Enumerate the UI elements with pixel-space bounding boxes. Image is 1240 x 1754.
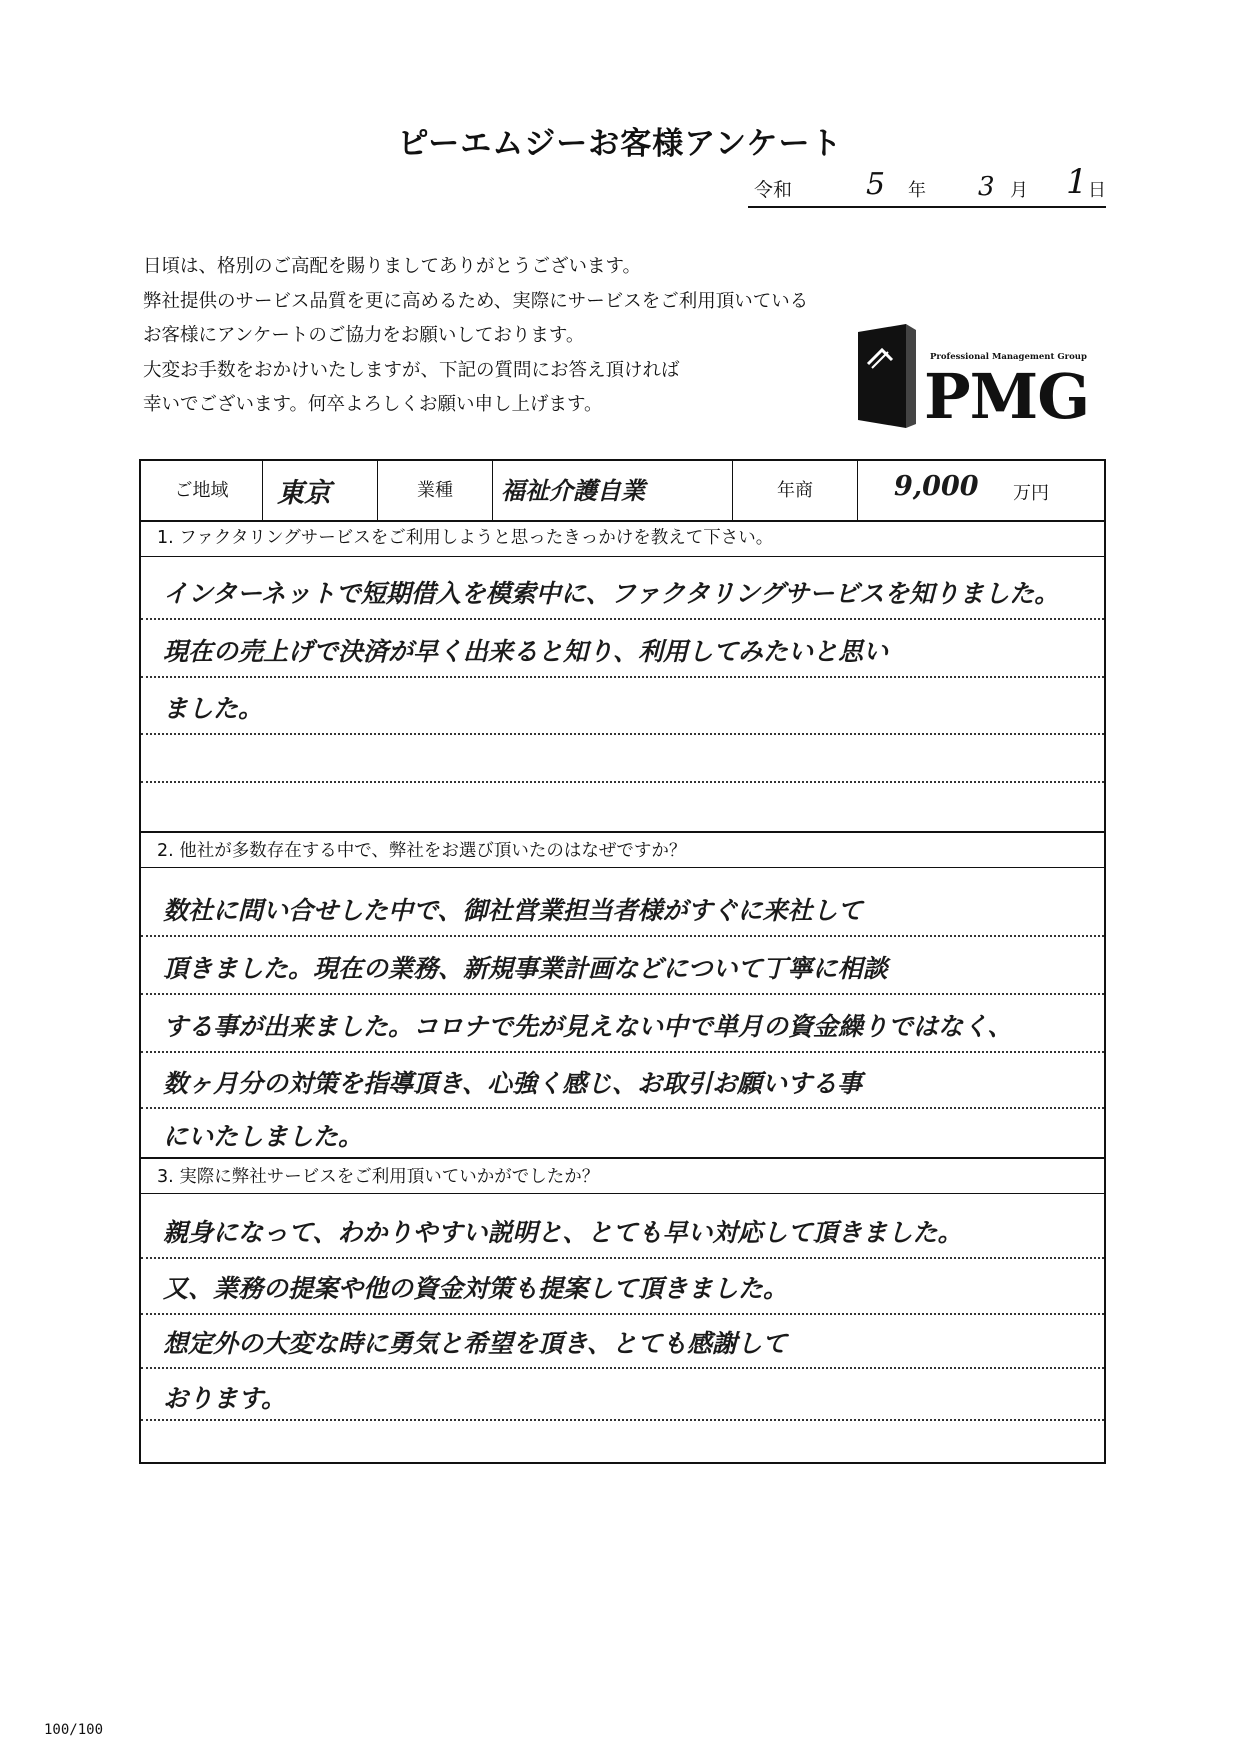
answer-rule [141, 1367, 1104, 1369]
intro-line: 日頃は、格別のご高配を賜りましてありがとうございます。 [143, 256, 642, 277]
answer-1-line: インターネットで短期借入を模索中に、ファクタリングサービスを知りました。 [163, 579, 1060, 608]
answer-2-line: 数ヶ月分の対策を指導頂き、心強く感じ、お取引お願いする事 [163, 1069, 863, 1098]
revenue-unit: 万円 [1013, 483, 1049, 504]
answer-rule [141, 1419, 1104, 1421]
page-title: ピーエムジーお客様アンケート [397, 126, 843, 162]
logo-subtitle: Professional Management Group [930, 352, 1087, 362]
logo-wordmark: PMG [924, 360, 1090, 433]
revenue-value: 9,000 [894, 471, 979, 502]
answer-rule [141, 781, 1104, 783]
answer-rule [141, 676, 1104, 678]
region-field [263, 461, 378, 520]
answer-2-line: 数社に問い合せした中で、御社営業担当者様がすぐに来社して [163, 896, 863, 925]
revenue-field [858, 461, 1104, 520]
date-era: 令和 [754, 179, 793, 201]
answer-3-line: おります。 [163, 1384, 287, 1413]
region-label: ご地域 [141, 461, 263, 520]
answer-2-line: 頂きました。現在の業務、新規事業計画などについて丁寧に相談 [163, 954, 888, 983]
logo-door-icon [858, 324, 916, 428]
answer-rule [141, 733, 1104, 735]
answer-3-line: 親身になって、わかりやすい説明と、とても早い対応して頂きました。 [163, 1218, 963, 1247]
answer-rule [141, 618, 1104, 620]
answer-2-line: する事が出来ました。コロナで先が見えない中で単月の資金繰りではなく、 [163, 1012, 1013, 1041]
page-counter: 100/100 [44, 1722, 104, 1738]
answer-rule [141, 935, 1104, 937]
region-value: 東京 [277, 478, 331, 509]
company-logo [858, 324, 1108, 432]
intro-line: 弊社提供のサービス品質を更に高めるため、実際にサービスをご利用頂いている [143, 290, 809, 312]
answer-3-line: 想定外の大変な時に勇気と希望を頂き、とても感謝して [163, 1329, 788, 1358]
intro-line: 大変お手数をおかけいたしますが、下記の質問にお答え頂ければ [143, 359, 680, 381]
industry-field [493, 461, 733, 520]
date-month: 3 [978, 172, 995, 202]
answer-1-line: 現在の売上げで決済が早く出来ると知り、利用してみたいと思い [163, 637, 889, 666]
question-2-label: 2. 他社が多数存在する中で、弊社をお選び頂いたのはなぜですか？ [141, 831, 1104, 868]
date-year: 5 [866, 167, 886, 202]
date-year-label: 年 [908, 180, 926, 201]
question-1-label: 1. ファクタリングサービスをご利用しようと思ったきっかけを教えて下さい。 [141, 520, 1104, 557]
date-month-label: 月 [1010, 180, 1028, 201]
intro-text [143, 250, 808, 423]
survey-form [139, 459, 1106, 1464]
revenue-label: 年商 [733, 461, 858, 520]
date-day-label: 日 [1088, 180, 1106, 201]
answer-2-line: にいたしました。 [163, 1122, 364, 1151]
question-3-label: 3. 実際に弊社サービスをご利用頂いていかがでしたか？ [141, 1157, 1104, 1194]
answer-rule [141, 1313, 1104, 1315]
info-row [141, 461, 1104, 522]
answer-rule [141, 1257, 1104, 1259]
survey-date [748, 162, 1106, 208]
answer-1-line: ました。 [163, 694, 264, 723]
intro-line: 幸いでございます。何卒よろしくお願い申し上げます。 [143, 394, 603, 415]
date-day: 1 [1066, 162, 1088, 202]
industry-label: 業種 [378, 461, 493, 520]
answer-rule [141, 1107, 1104, 1109]
intro-line: お客様にアンケートのご協力をお願いしております。 [143, 325, 585, 346]
answer-3-line: 又、業務の提案や他の資金対策も提案して頂きました。 [163, 1274, 789, 1303]
answer-rule [141, 1051, 1104, 1053]
industry-value: 福祉介護自業 [501, 476, 645, 505]
answer-rule [141, 993, 1104, 995]
